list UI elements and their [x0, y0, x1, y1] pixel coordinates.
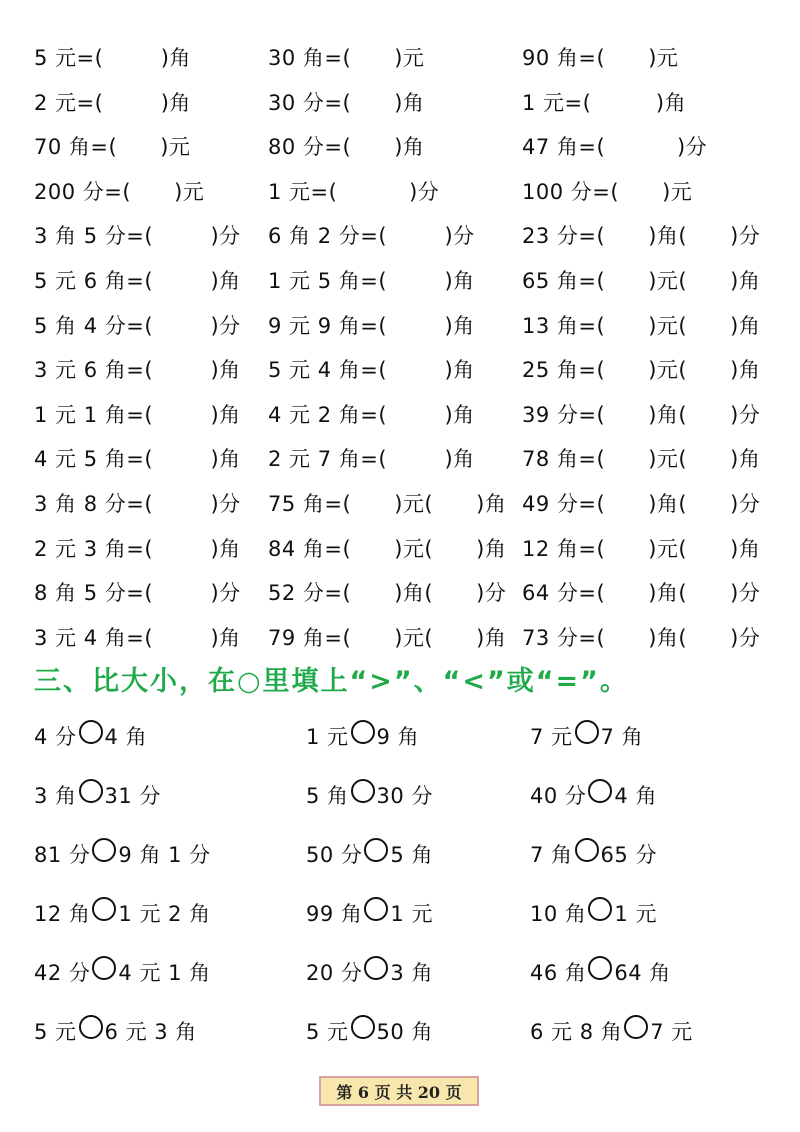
comparison-item: [530, 708, 643, 767]
answer-circle[interactable]: [575, 720, 599, 744]
left-amount: 42 分: [34, 961, 91, 985]
exercise-item: 2 元 7 角=( )角: [268, 447, 475, 472]
comparison-row: [0, 944, 800, 1003]
left-amount: 7 角: [530, 843, 573, 867]
exercise-row: [0, 393, 800, 438]
comparison-row: [0, 826, 800, 885]
exercise-item: 64 分=( )角( )分: [522, 581, 761, 606]
left-amount: 5 角: [306, 784, 349, 808]
exercise-item: 2 元 3 角=( )角: [34, 536, 241, 561]
right-amount: 1 元: [390, 902, 433, 926]
answer-circle[interactable]: [364, 897, 388, 921]
exercise-row: [0, 170, 800, 215]
right-amount: 9 角 1 分: [118, 843, 211, 867]
exercise-item: 5 元=( )角: [34, 46, 191, 70]
exercise-row: [0, 81, 800, 126]
exercise-item: 3 元 4 角=( )角: [34, 625, 241, 650]
right-amount: 64 角: [614, 961, 671, 985]
exercise-item: 25 角=( )元( )角: [522, 358, 761, 383]
answer-circle[interactable]: [351, 720, 375, 744]
exercise-item: 84 角=( )元( )角: [268, 536, 507, 561]
exercise-item: 47 角=( )分: [522, 135, 708, 160]
left-amount: 3 角: [34, 784, 77, 808]
exercise-item: 12 角=( )元( )角: [522, 536, 761, 561]
left-amount: 50 分: [306, 843, 363, 867]
exercise-item: 5 角 4 分=( )分: [34, 313, 241, 338]
comparison-item: [306, 885, 433, 944]
exercise-item: 30 角=( )元: [268, 46, 425, 70]
comparison-row: [0, 885, 800, 944]
right-amount: 4 元 1 角: [118, 961, 211, 985]
exercise-item: 3 角 8 分=( )分: [34, 491, 241, 516]
exercise-item: 5 元 4 角=( )角: [268, 358, 475, 383]
exercise-item: 9 元 9 角=( )角: [268, 313, 475, 338]
right-amount: 4 角: [104, 725, 148, 749]
exercise-row: [0, 348, 800, 393]
exercise-row: [0, 571, 800, 616]
left-amount: 81 分: [34, 843, 91, 867]
left-amount: 46 角: [530, 961, 587, 985]
conversion-exercises: [0, 36, 800, 660]
exercise-item: 65 角=( )元( )角: [522, 268, 761, 293]
exercise-row: [0, 437, 800, 482]
answer-circle[interactable]: [364, 956, 388, 980]
right-amount: 6 元 3 角: [104, 1020, 197, 1044]
right-amount: 65 分: [600, 843, 657, 867]
exercise-item: 3 角 5 分=( )分: [34, 224, 241, 249]
comparison-item: [34, 885, 211, 944]
exercise-item: 23 分=( )角( )分: [522, 224, 761, 249]
left-amount: 5 元: [306, 1020, 349, 1044]
page-number-footer: 第 6 页 共 20 页: [319, 1076, 479, 1106]
exercise-item: 6 角 2 分=( )分: [268, 224, 475, 249]
exercise-item: 13 角=( )元( )角: [522, 313, 761, 338]
exercise-item: 49 分=( )角( )分: [522, 491, 761, 516]
exercise-item: 30 分=( )角: [268, 90, 425, 115]
comparison-item: [34, 826, 211, 885]
exercise-row: [0, 259, 800, 304]
exercise-item: 1 元 1 角=( )角: [34, 402, 241, 427]
answer-circle[interactable]: [79, 779, 103, 803]
comparison-item: [306, 708, 419, 767]
comparison-item: [34, 944, 211, 1003]
comparison-exercises: [0, 708, 800, 1062]
left-amount: 5 元: [34, 1020, 77, 1044]
exercise-item: 100 分=( )元: [522, 179, 693, 204]
answer-circle[interactable]: [92, 897, 116, 921]
exercise-item: 1 元=( )分: [268, 179, 440, 204]
exercise-item: 200 分=( )元: [34, 179, 205, 204]
comparison-item: [306, 826, 433, 885]
comparison-item: [34, 708, 147, 767]
comparison-item: [306, 767, 433, 826]
right-amount: 9 角: [376, 725, 420, 749]
answer-circle[interactable]: [588, 779, 612, 803]
left-amount: 1 元: [306, 725, 349, 749]
comparison-item: [306, 944, 433, 1003]
exercise-item: 79 角=( )元( )角: [268, 625, 507, 650]
exercise-item: 1 元 5 角=( )角: [268, 268, 475, 293]
exercise-item: 2 元=( )角: [34, 90, 191, 115]
comparison-item: [306, 1003, 433, 1062]
left-amount: 6 元 8 角: [530, 1020, 623, 1044]
comparison-item: [530, 885, 657, 944]
exercise-row: [0, 214, 800, 259]
exercise-item: 4 元 5 角=( )角: [34, 447, 241, 472]
answer-circle[interactable]: [351, 1015, 375, 1039]
exercise-row: [0, 616, 800, 661]
comparison-item: [530, 767, 657, 826]
comparison-item: [530, 826, 657, 885]
answer-circle[interactable]: [364, 838, 388, 862]
exercise-item: 8 角 5 分=( )分: [34, 581, 241, 606]
right-amount: 7 元: [650, 1020, 693, 1044]
right-amount: 5 角: [390, 843, 433, 867]
exercise-item: 39 分=( )角( )分: [522, 402, 761, 427]
exercise-row: [0, 304, 800, 349]
answer-circle[interactable]: [624, 1015, 648, 1039]
left-amount: 12 角: [34, 902, 91, 926]
exercise-row: [0, 36, 800, 81]
right-amount: 1 元 2 角: [118, 902, 211, 926]
answer-circle[interactable]: [79, 1015, 103, 1039]
left-amount: 7 元: [530, 725, 573, 749]
exercise-item: 1 元=( )角: [522, 90, 687, 115]
exercise-row: [0, 482, 800, 527]
comparison-item: [530, 944, 671, 1003]
answer-circle[interactable]: [92, 838, 116, 862]
exercise-item: 3 元 6 角=( )角: [34, 358, 241, 383]
comparison-row: [0, 1003, 800, 1062]
comparison-row: [0, 708, 800, 767]
exercise-row: [0, 125, 800, 170]
comparison-item: [34, 1003, 197, 1062]
right-amount: 31 分: [104, 784, 161, 808]
exercise-item: 5 元 6 角=( )角: [34, 268, 241, 293]
left-amount: 4 分: [34, 725, 77, 749]
exercise-item: 80 分=( )角: [268, 135, 425, 160]
left-amount: 40 分: [530, 784, 587, 808]
answer-circle[interactable]: [351, 779, 375, 803]
right-amount: 4 角: [614, 784, 657, 808]
left-amount: 99 角: [306, 902, 363, 926]
right-amount: 50 角: [376, 1020, 433, 1044]
exercise-item: 4 元 2 角=( )角: [268, 402, 475, 427]
answer-circle[interactable]: [92, 956, 116, 980]
exercise-item: 73 分=( )角( )分: [522, 625, 761, 650]
exercise-row: [0, 527, 800, 572]
right-amount: 30 分: [376, 784, 433, 808]
exercise-item: 52 分=( )角( )分: [268, 581, 507, 606]
exercise-item: 70 角=( )元: [34, 135, 191, 160]
right-amount: 1 元: [614, 902, 657, 926]
left-amount: 20 分: [306, 961, 363, 985]
comparison-row: [0, 767, 800, 826]
answer-circle[interactable]: [588, 956, 612, 980]
exercise-item: 78 角=( )元( )角: [522, 447, 761, 472]
answer-circle[interactable]: [588, 897, 612, 921]
left-amount: 10 角: [530, 902, 587, 926]
exercise-item: 90 角=( )元: [522, 46, 679, 70]
right-amount: 3 角: [390, 961, 433, 985]
answer-circle[interactable]: [79, 720, 103, 744]
comparison-item: [34, 767, 161, 826]
exercise-item: 75 角=( )元( )角: [268, 491, 507, 516]
comparison-item: [530, 1003, 693, 1062]
right-amount: 7 角: [600, 725, 644, 749]
section-title: 三、比大小，在○里填上“>”、“<”或“=”。: [34, 666, 629, 697]
answer-circle[interactable]: [575, 838, 599, 862]
